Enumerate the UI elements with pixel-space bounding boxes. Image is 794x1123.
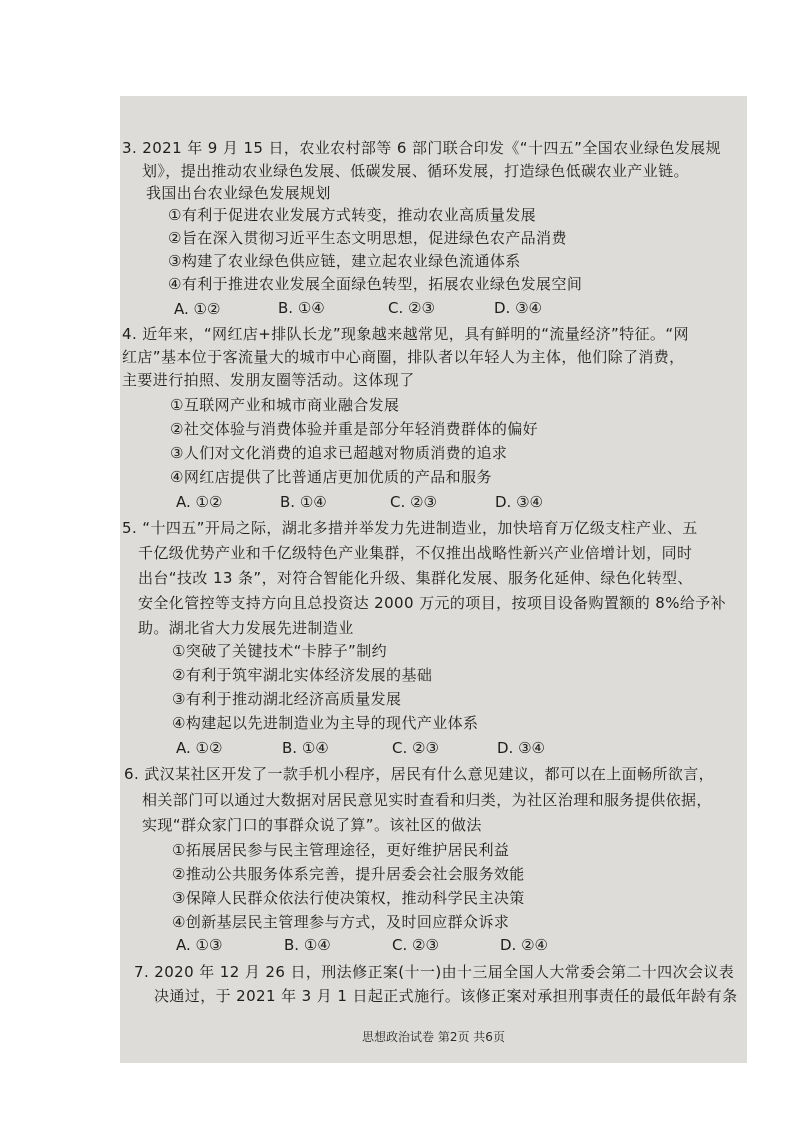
question-4-line-1: 4. 近年来，“网红店+排队长龙”现象越来越常见，具有鲜明的“流量经济”特征。“网: [122, 325, 689, 343]
question-6-statement-1: ①拓展居民参与民主管理途径，更好维护居民利益: [172, 841, 510, 859]
question-6-line-1: 6. 武汉某社区开发了一款手机小程序，居民有什么意见建议，都可以在上面畅所欲言，: [124, 765, 715, 783]
question-6-line-3: 实现“群众家门口的事群众说了算”。该社区的做法: [142, 816, 482, 834]
question-6-line-2: 相关部门可以通过大数据对居民意见实时查看和归类，为社区治理和服务提供依据，: [142, 791, 712, 809]
exam-page: [120, 96, 747, 1063]
question-4-statement-3: ③人们对文化消费的追求已超越对物质消费的追求: [170, 444, 508, 462]
question-4-option-d[interactable]: D. ③④: [495, 493, 543, 511]
question-6-option-d[interactable]: D. ②④: [500, 936, 548, 954]
page-footer: 思想政治试卷 第2页 共6页: [362, 1030, 505, 1044]
question-3-statement-4: ④有利于推进农业发展全面绿色转型，拓展农业绿色发展空间: [168, 275, 583, 293]
question-4-line-2: 红店”基本位于客流量大的城市中心商圈，排队者以年轻人为主体，他们除了消费，: [122, 348, 685, 366]
question-7-line-2: 决通过，于 2021 年 3 月 1 日起正式施行。该修正案对承担刑事责任的最低年龄有条: [154, 987, 738, 1005]
question-3-line-1: 3. 2021 年 9 月 15 日，农业农村部等 6 部门联合印发《“十四五”全国农业绿色发展规: [122, 139, 721, 157]
question-6-statement-4: ④创新基层民主管理参与方式，及时回应群众诉求: [172, 913, 510, 931]
question-6-option-b[interactable]: B. ①④: [284, 936, 331, 954]
question-5-option-c[interactable]: C. ②③: [392, 739, 439, 757]
question-5-option-d[interactable]: D. ③④: [497, 739, 545, 757]
question-5-line-3: 出台“技改 13 条”，对符合智能化升级、集群化发展、服务化延伸、绿色化转型、: [138, 569, 693, 587]
question-3-option-a[interactable]: A. ①②: [174, 300, 221, 318]
question-5-line-4: 安全化管控等支持方向且总投资达 2000 万元的项目，按项目设备购置额的 8%给予补: [138, 594, 727, 612]
question-3-option-c[interactable]: C. ②③: [388, 299, 435, 317]
question-4-statement-2: ②社交体验与消费体验并重是部分年轻消费群体的偏好: [170, 420, 539, 438]
question-7-line-1: 7. 2020 年 12 月 26 日，刑法修正案(十一)由十三届全国人大常委会第二十四次会议表: [134, 963, 735, 981]
question-3-line-2: 划》，提出推动农业绿色发展、低碳发展、循环发展，打造绿色低碳农业产业链。: [142, 162, 689, 180]
question-5-statement-3: ③有利于推动湖北经济高质量发展: [172, 690, 402, 708]
question-3-statement-2: ②旨在深入贯彻习近平生态文明思想，促进绿色农产品消费: [168, 229, 567, 247]
question-5-line-5: 助。湖北省大力发展先进制造业: [138, 619, 354, 637]
question-3-statement-1: ①有利于促进农业发展方式转变，推动农业高质量发展: [168, 206, 537, 224]
question-4-statement-4: ④网红店提供了比普通店更加优质的产品和服务: [170, 468, 492, 486]
question-4-option-c[interactable]: C. ②③: [390, 493, 437, 511]
question-4-option-a[interactable]: A. ①②: [176, 493, 223, 511]
question-4-option-b[interactable]: B. ①④: [280, 493, 327, 511]
question-3-line-3: 我国出台农业绿色发展规划: [146, 184, 331, 202]
question-3-option-d[interactable]: D. ③④: [494, 299, 542, 317]
question-6-option-a[interactable]: A. ①③: [176, 936, 223, 954]
question-5-option-a[interactable]: A. ①②: [176, 739, 223, 757]
question-6-statement-3: ③保障人民群众依法行使决策权，推动科学民主决策: [172, 889, 525, 907]
question-6-option-c[interactable]: C. ②③: [392, 936, 439, 954]
question-4-statement-1: ①互联网产业和城市商业融合发展: [170, 396, 400, 414]
question-3-option-b[interactable]: B. ①④: [278, 299, 325, 317]
question-5-statement-1: ①突破了关键技术“卡脖子”制约: [172, 642, 387, 660]
question-5-statement-2: ②有利于筑牢湖北实体经济发展的基础: [172, 666, 433, 684]
question-5-line-1: 5. “十四五”开局之际，湖北多措并举发力先进制造业，加快培育万亿级支柱产业、五: [122, 519, 698, 537]
question-5-line-2: 千亿级优势产业和千亿级特色产业集群，不仅推出战略性新兴产业倍增计划，同时: [138, 544, 693, 562]
question-5-option-b[interactable]: B. ①④: [282, 739, 329, 757]
question-6-statement-2: ②推动公共服务体系完善，提升居委会社会服务效能: [172, 865, 525, 883]
question-3-statement-3: ③构建了农业绿色供应链，建立起农业绿色流通体系: [168, 252, 521, 270]
question-5-statement-4: ④构建起以先进制造业为主导的现代产业体系: [172, 714, 479, 732]
question-4-line-3: 主要进行拍照、发朋友圈等活动。这体现了: [122, 371, 415, 389]
